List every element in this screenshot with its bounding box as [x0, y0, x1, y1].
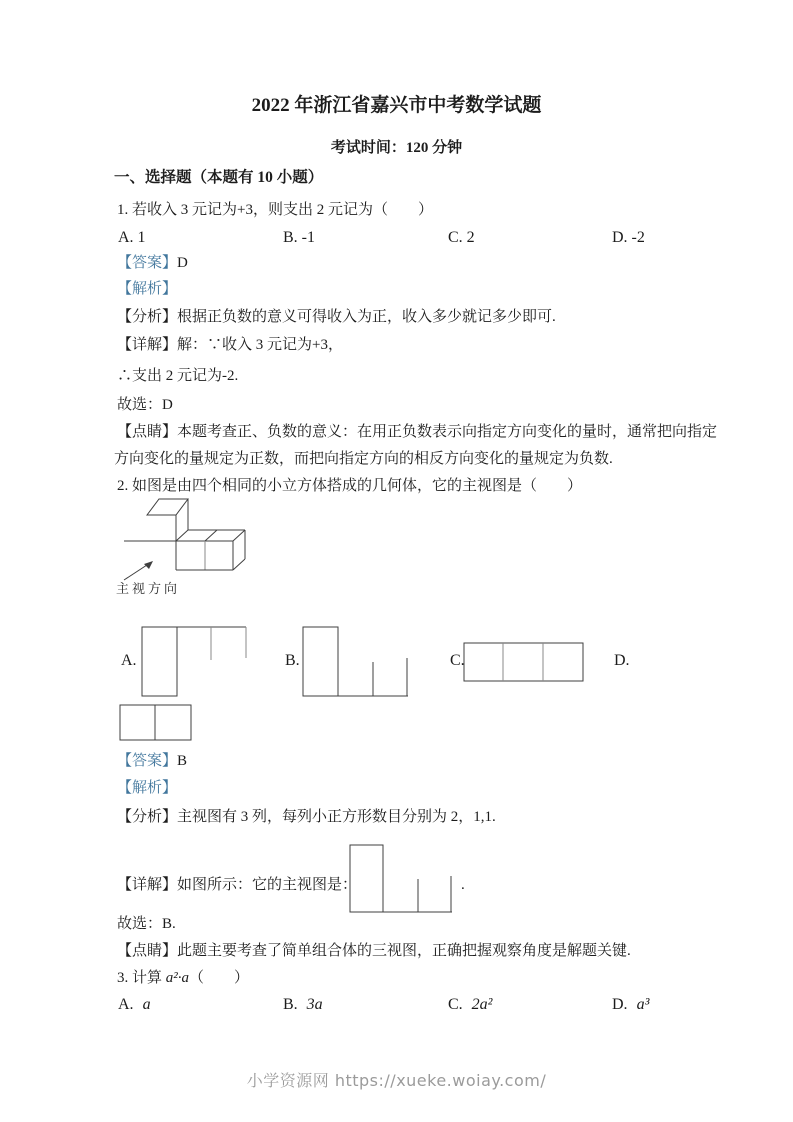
option-b: B. -1 — [283, 229, 315, 246]
option-a-figure — [140, 625, 252, 700]
fenxi-q1: 【分析】根据正负数的意义可得收入为正，收入多少就记多少即可. — [117, 309, 556, 325]
note-q1-line1: 【点睛】本题考查正、负数的意义：在用正负数表示向指定方向变化的量时，通常把向指定 — [117, 424, 718, 440]
detail-q2-text: 【详解】如图所示：它的主视图是： — [117, 877, 358, 893]
option-a-label: A. — [121, 652, 137, 669]
option-c: C. 2a² — [448, 996, 493, 1013]
view-direction-caption: 主视方向 — [116, 581, 181, 596]
detail-q2-period: . — [461, 877, 465, 893]
option-d: D. -2 — [612, 229, 645, 246]
analysis-line-q2 — [117, 779, 177, 798]
option-a: A. a — [118, 996, 151, 1013]
answer-value: D — [177, 255, 188, 271]
option-c: C. 2 — [448, 229, 475, 246]
note-q1-line2: 方向变化的量规定为正数，而把向指定方向的相反方向变化的量规定为负数. — [114, 451, 613, 467]
answer-line-q1 — [117, 254, 188, 273]
site-watermark: 小学资源网 https://xueke.woiay.com/ — [246, 1071, 547, 1090]
option-b-figure — [301, 625, 413, 700]
question-2-solid-figure — [112, 492, 262, 588]
exam-duration: 考试时间：120 分钟 — [330, 140, 463, 156]
option-d: D. a³ — [612, 996, 650, 1013]
question-1-text: 1. 若收入 3 元记为+3，则支出 2 元记为（ ） — [117, 202, 433, 218]
option-d-figure — [118, 703, 196, 743]
question-2-text: 2. 如图是由四个相同的小立方体搭成的几何体，它的主视图是（ ） — [117, 478, 583, 494]
question-3-math: a²·a — [165, 970, 190, 986]
page-title: 2022 年浙江省嘉兴市中考数学试题 — [251, 95, 542, 116]
conclusion-q2: 故选：B. — [117, 916, 176, 932]
option-c-label: C. — [450, 652, 465, 669]
analysis-label: 【解析】 — [117, 780, 178, 796]
question-1-options — [0, 229, 793, 249]
detail-q1-line2: ∴支出 2 元记为-2. — [117, 368, 239, 384]
question-3-prefix: 3. 计算 — [117, 970, 166, 986]
option-c-figure — [462, 641, 587, 685]
answer-label: 【答案】 — [117, 753, 178, 769]
front-view-answer-figure — [346, 843, 458, 916]
answer-line-q2 — [117, 752, 187, 771]
question-3-text — [117, 969, 249, 988]
question-3-suffix: （ ） — [189, 970, 250, 986]
fenxi-q2: 【分析】主视图有 3 列，每列小正方形数目分别为 2，1,1. — [117, 809, 496, 825]
analysis-line-q1 — [117, 280, 177, 299]
option-b-label: B. — [285, 652, 300, 669]
detail-q1-line1: 【详解】解：∵收入 3 元记为+3， — [117, 337, 343, 353]
question-3-options — [0, 996, 793, 1016]
conclusion-q1: 故选：D — [117, 397, 173, 413]
answer-label: 【答案】 — [117, 255, 178, 271]
note-q2: 【点睛】此题主要考查了简单组合体的三视图，正确把握观察角度是解题关键. — [117, 943, 631, 959]
option-d-label: D. — [614, 652, 630, 669]
section-heading: 一、选择题（本题有 10 小题） — [114, 169, 324, 186]
analysis-label: 【解析】 — [117, 281, 178, 297]
option-a: A. 1 — [118, 229, 146, 246]
answer-value: B — [177, 753, 188, 769]
option-b: B. 3a — [283, 996, 323, 1013]
